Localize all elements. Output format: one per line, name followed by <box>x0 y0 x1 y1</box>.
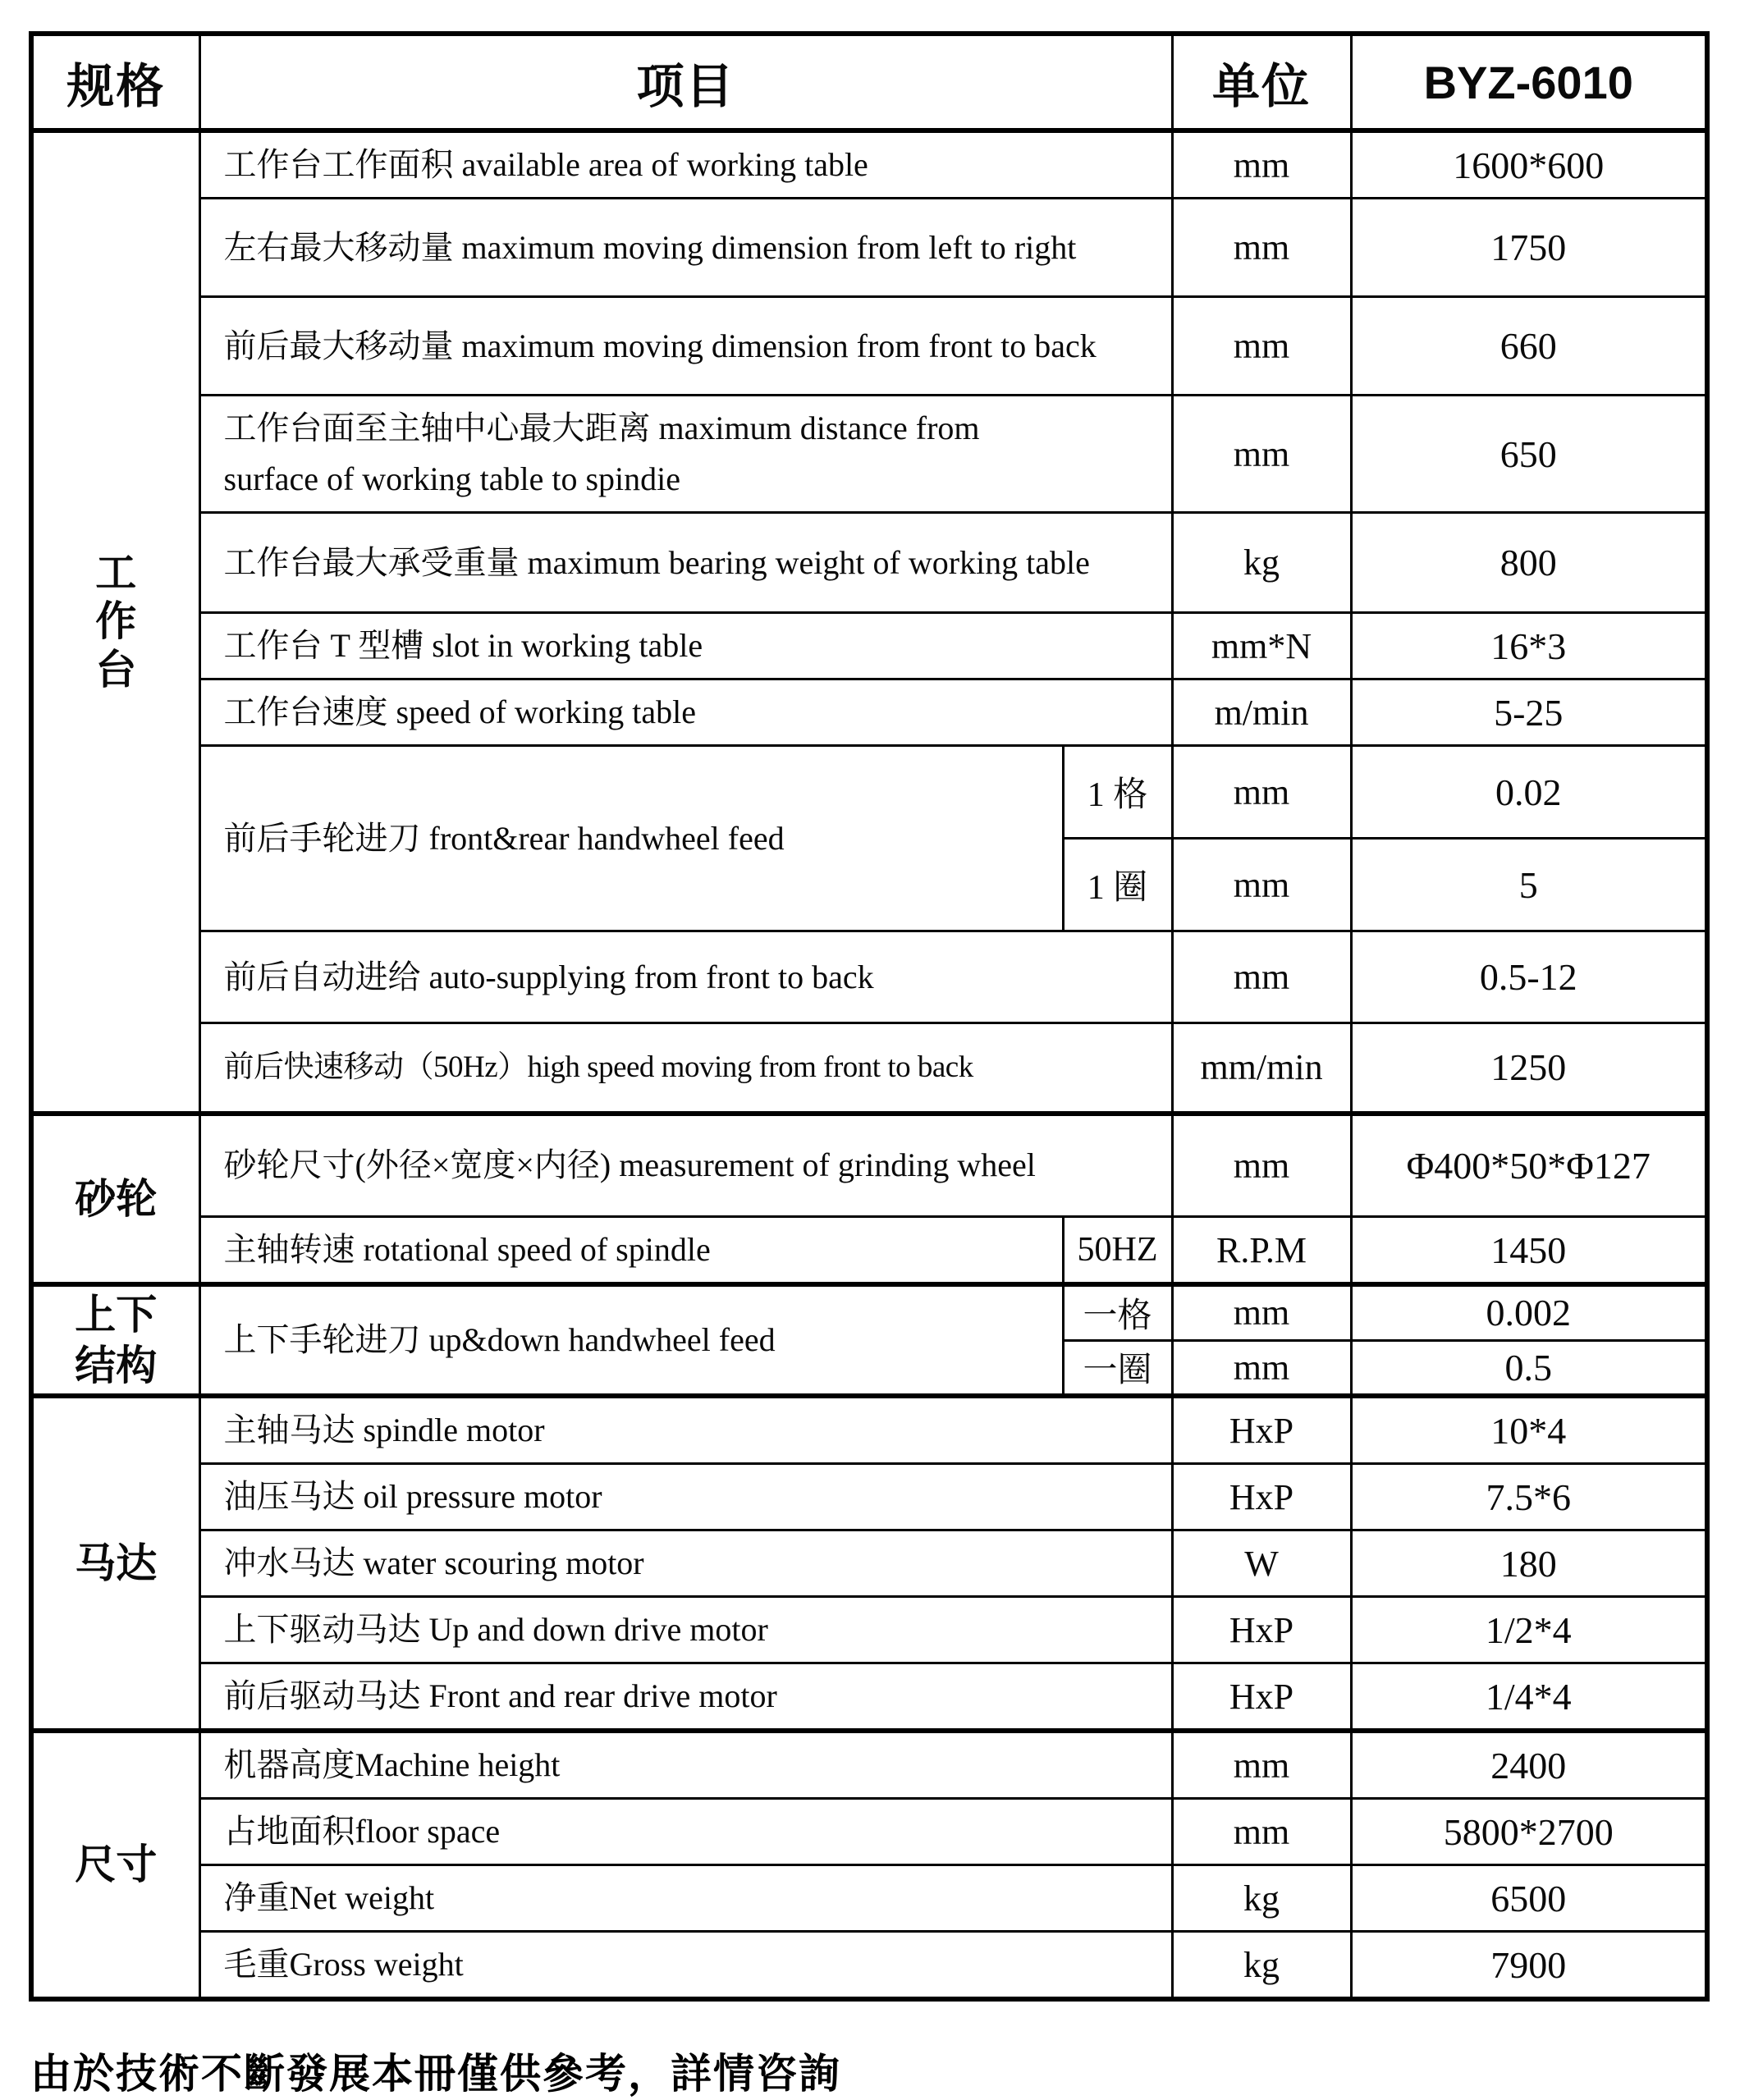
group-label-grinding-wheel: 砂轮 <box>31 1114 199 1285</box>
table-row <box>31 199 1707 297</box>
unit-cell: mm <box>1172 839 1351 931</box>
unit-cell: HxP <box>1172 1396 1351 1464</box>
sub-label-cell: 50HZ <box>1063 1217 1172 1285</box>
item-cell: 前后驱动马达 Front and rear drive motor <box>199 1663 1172 1732</box>
value-cell: 6500 <box>1351 1865 1707 1932</box>
unit-cell: mm <box>1172 1114 1351 1217</box>
spec-table <box>29 31 1710 2002</box>
item-cell: 左右最大移动量 maximum moving dimension from left to right <box>199 199 1172 297</box>
unit-cell: HxP <box>1172 1597 1351 1663</box>
unit-cell: kg <box>1172 1865 1351 1932</box>
item-cell: 主轴马达 spindle motor <box>199 1396 1172 1464</box>
unit-cell: mm <box>1172 396 1351 513</box>
table-row <box>31 1217 1707 1285</box>
item-cell: 净重Net weight <box>199 1865 1172 1932</box>
table-row <box>31 396 1707 513</box>
unit-cell: mm <box>1172 1340 1351 1396</box>
item-cell: 工作台面至主轴中心最大距离 maximum distance from surface of working table to spindie <box>199 396 1172 513</box>
table-row <box>31 1799 1707 1865</box>
unit-cell: W <box>1172 1530 1351 1597</box>
unit-cell: kg <box>1172 513 1351 613</box>
item-cell: 工作台最大承受重量 maximum bearing weight of working table <box>199 513 1172 613</box>
unit-cell: HxP <box>1172 1663 1351 1732</box>
value-cell: 2400 <box>1351 1731 1707 1799</box>
sub-label-cell: 1 圈 <box>1063 839 1172 931</box>
unit-cell: mm/min <box>1172 1023 1351 1114</box>
table-header-row <box>31 34 1707 130</box>
sub-label-cell: 一圈 <box>1063 1340 1172 1396</box>
unit-cell: mm <box>1172 1731 1351 1799</box>
value-cell: 5800*2700 <box>1351 1799 1707 1865</box>
unit-cell: mm <box>1172 199 1351 297</box>
header-spec: 规格 <box>31 34 199 130</box>
unit-cell: mm <box>1172 297 1351 396</box>
table-row <box>31 1865 1707 1932</box>
item-cell: 砂轮尺寸(外径×宽度×内径) measurement of grinding wheel <box>199 1114 1172 1217</box>
item-cell: 主轴转速 rotational speed of spindle <box>199 1217 1063 1285</box>
table-row <box>31 1663 1707 1732</box>
header-item: 项目 <box>199 34 1172 130</box>
footer-note: 由於技術不斷發展本冊僅供參考，詳情咨詢 <box>30 2051 841 2097</box>
unit-cell: mm <box>1172 1799 1351 1865</box>
value-cell: 5 <box>1351 839 1707 931</box>
item-cell: 前后自动进给 auto-supplying from front to back <box>199 931 1172 1023</box>
item-cell: 前后快速移动（50Hz）high speed moving from front to back <box>199 1023 1172 1114</box>
table-row <box>31 297 1707 396</box>
group-label-worktable <box>31 130 199 1114</box>
item-cell: 前后手轮进刀 front&rear handwheel feed <box>199 746 1063 931</box>
unit-cell: HxP <box>1172 1464 1351 1530</box>
unit-cell: m/min <box>1172 679 1351 746</box>
unit-cell: mm <box>1172 130 1351 199</box>
unit-cell: mm*N <box>1172 613 1351 679</box>
value-cell: Φ400*50*Φ127 <box>1351 1114 1707 1217</box>
header-model: BYZ-6010 <box>1351 34 1707 130</box>
item-cell: 上下手轮进刀 up&down handwheel feed <box>199 1284 1063 1396</box>
table-row <box>31 679 1707 746</box>
group-label-updown-structure <box>31 1284 199 1396</box>
table-row <box>31 130 1707 199</box>
header-unit: 单位 <box>1172 34 1351 130</box>
table-row <box>31 1464 1707 1530</box>
item-cell: 工作台工作面积 available area of working table <box>199 130 1172 199</box>
group-label-text: 上下结构 <box>75 1291 158 1389</box>
value-cell: 1600*600 <box>1351 130 1707 199</box>
value-cell: 180 <box>1351 1530 1707 1597</box>
item-cell: 油压马达 oil pressure motor <box>199 1464 1172 1530</box>
value-cell: 1/4*4 <box>1351 1663 1707 1732</box>
table-row <box>31 1932 1707 2000</box>
table-row <box>31 1597 1707 1663</box>
value-cell: 16*3 <box>1351 613 1707 679</box>
value-cell: 7.5*6 <box>1351 1464 1707 1530</box>
unit-cell: mm <box>1172 1284 1351 1340</box>
value-cell: 1/2*4 <box>1351 1597 1707 1663</box>
table-row <box>31 1023 1707 1114</box>
table-row <box>31 613 1707 679</box>
sub-label-cell: 1 格 <box>1063 746 1172 839</box>
item-cell: 工作台 T 型槽 slot in working table <box>199 613 1172 679</box>
item-cell: 占地面积floor space <box>199 1799 1172 1865</box>
item-cell: 上下驱动马达 Up and down drive motor <box>199 1597 1172 1663</box>
value-cell: 800 <box>1351 513 1707 613</box>
value-cell: 1450 <box>1351 1217 1707 1285</box>
table-row <box>31 746 1707 839</box>
item-cell: 机器高度Machine height <box>199 1731 1172 1799</box>
value-cell: 7900 <box>1351 1932 1707 2000</box>
table-row <box>31 1396 1707 1464</box>
group-label-text: 工作台 <box>95 550 137 693</box>
value-cell: 1250 <box>1351 1023 1707 1114</box>
value-cell: 10*4 <box>1351 1396 1707 1464</box>
group-label-dimensions: 尺寸 <box>31 1731 199 1999</box>
unit-cell: mm <box>1172 746 1351 839</box>
unit-cell: mm <box>1172 931 1351 1023</box>
value-cell: 0.5-12 <box>1351 931 1707 1023</box>
table-row <box>31 1114 1707 1217</box>
item-cell: 毛重Gross weight <box>199 1932 1172 2000</box>
table-row <box>31 1284 1707 1340</box>
table-row <box>31 513 1707 613</box>
unit-cell: R.P.M <box>1172 1217 1351 1285</box>
item-cell: 工作台速度 speed of working table <box>199 679 1172 746</box>
value-cell: 0.002 <box>1351 1284 1707 1340</box>
value-cell: 660 <box>1351 297 1707 396</box>
value-cell: 0.02 <box>1351 746 1707 839</box>
table-row <box>31 1530 1707 1597</box>
table-row <box>31 1731 1707 1799</box>
group-label-motor: 马达 <box>31 1396 199 1731</box>
value-cell: 1750 <box>1351 199 1707 297</box>
item-cell: 冲水马达 water scouring motor <box>199 1530 1172 1597</box>
value-cell: 5-25 <box>1351 679 1707 746</box>
value-cell: 0.5 <box>1351 1340 1707 1396</box>
sub-label-cell: 一格 <box>1063 1284 1172 1340</box>
table-row <box>31 931 1707 1023</box>
value-cell: 650 <box>1351 396 1707 513</box>
item-cell: 前后最大移动量 maximum moving dimension from front to back <box>199 297 1172 396</box>
unit-cell: kg <box>1172 1932 1351 2000</box>
